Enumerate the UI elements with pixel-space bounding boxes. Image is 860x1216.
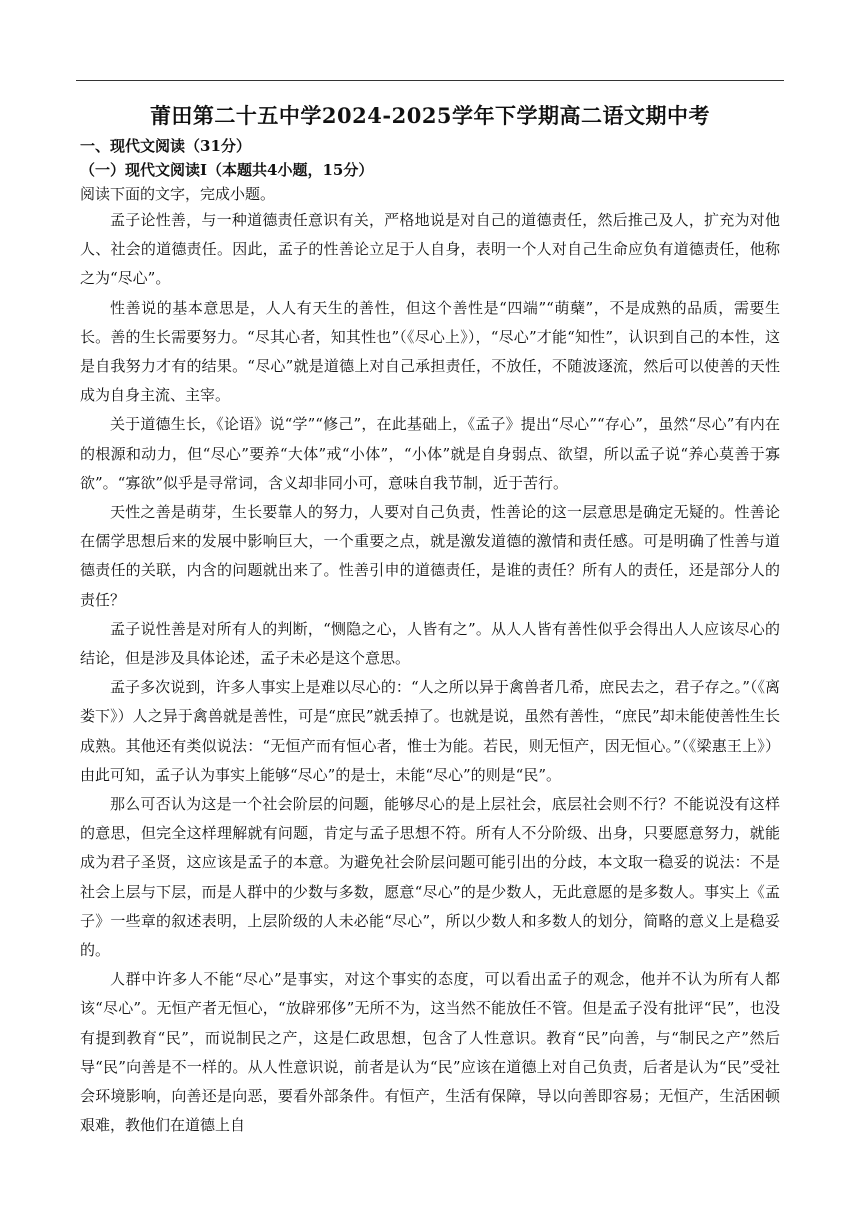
passage-paragraph: 天性之善是萌芽，生长要靠人的努力，人要对自己负责，性善论的这一层意思是确定无疑的。性善论在儒学思想后来的发展中影响巨大，一个重要之点，就是激发道德的激情和责任感。可是明确了性善与道德责任的关联，内含的问题就出来了。性善引申的道德责任，是谁的责任？所有人的责任，还是部分人的责任？ xyxy=(80,503,780,609)
header-rule xyxy=(76,80,784,81)
passage-paragraph: 孟子多次说到，许多人事实上是难以尽心的：“人之所以异于禽兽者几希，庶民去之，君子存之。”（《离娄下》）人之异于禽兽就是善性，可是“庶民”就丢掉了。也就是说，虽然有善性，“庶民”却未能使善性生长成熟。其他还有类似说法：“无恒产而有恒心者，惟士为能。若民，则无恒产，因无恒心。”（《梁惠王上》）由此可知，孟子认为事实上能够“尽心”的是士，未能“尽心”的则是“民”。 xyxy=(80,678,780,784)
reading-passage xyxy=(80,206,780,1141)
section-heading: 一、现代文阅读（31分） xyxy=(80,137,251,155)
reading-instruction: 阅读下面的文字，完成小题。 xyxy=(80,185,276,203)
passage-paragraph: 孟子说性善是对所有人的判断，“恻隐之心，人皆有之”。从人人皆有善性似乎会得出人人应该尽心的结论，但是涉及具体论述，孟子未必是这个意思。 xyxy=(80,619,780,668)
passage-paragraph: 孟子论性善，与一种道德责任意识有关，严格地说是对自己的道德责任，然后推己及人，扩充为对他人、社会的道德责任。因此，孟子的性善论立足于人自身，表明一个人对自己生命应负有道德责任，他称之为“尽心”。 xyxy=(80,211,780,288)
subsection-heading: （一）现代文阅读Ⅰ（本题共4小题，15分） xyxy=(80,161,374,179)
passage-paragraph: 关于道德生长，《论语》说“学”“修己”，在此基础上，《孟子》提出“尽心”“存心”，虽然“尽心”有内在的根源和动力，但“尽心”要养“大体”戒“小体”，“小体”就是自身弱点、欲望，所以孟子说“养心莫善于寡欲”。“寡欲”似乎是寻常词，含义却非同小可，意味自我节制，近于苦行。 xyxy=(80,415,780,492)
passage-paragraph: 性善说的基本意思是，人人有天生的善性，但这个善性是“四端”“萌蘖”，不是成熟的品质，需要生长。善的生长需要努力。“尽其心者，知其性也”（《尽心上》），“尽心”才能“知性”，认识到自己的本性，这是自我努力才有的结果。“尽心”就是道德上对自己承担责任，不放任，不随波逐流，然后可以使善的天性成为自身主流、主宰。 xyxy=(80,298,780,405)
passage-paragraph: 那么可否认为这是一个社会阶层的问题，能够尽心的是上层社会，底层社会则不行？不能说没有这样的意思，但完全这样理解就有问题，肯定与孟子思想不符。所有人不分阶级、出身，只要愿意努力，就能成为君子圣贤，这应该是孟子的本意。为避免社会阶层问题可能引出的分歧，本文取一稳妥的说法：不是社会上层与下层，而是人群中的少数与多数，愿意“尽心”的是少数人，无此意愿的是多数人。事实上《孟子》一些章的叙述表明，上层阶级的人未必能“尽心”，所以少数人和多数人的划分，简略的意义上是稳妥的。 xyxy=(80,795,780,960)
passage-paragraph: 人群中许多人不能“尽心”是事实，对这个事实的态度，可以看出孟子的观念，他并不认为所有人都该“尽心”。无恒产者无恒心，“放辟邪侈”无所不为，这当然不能放任不管。但是孟子没有批评“民”，也没有提到教育“民”，而说制民之产，这是仁政思想，包含了人性意识。教育“民”向善，与“制民之产”然后导“民”向善是不一样的。从人性意识说，前者是认为“民”应该在道德上对自己负责，后者是认为“民”受社会环境影响，向善还是向恶，要看外部条件。有恒产，生活有保障，导以向善即容易；无恒产，生活困顿艰难，教他们在道德上自 xyxy=(80,970,780,1135)
document-body xyxy=(80,100,780,1141)
exam-title: 莆田第二十五中学2024-2025学年下学期高二语文期中考 xyxy=(149,103,711,128)
